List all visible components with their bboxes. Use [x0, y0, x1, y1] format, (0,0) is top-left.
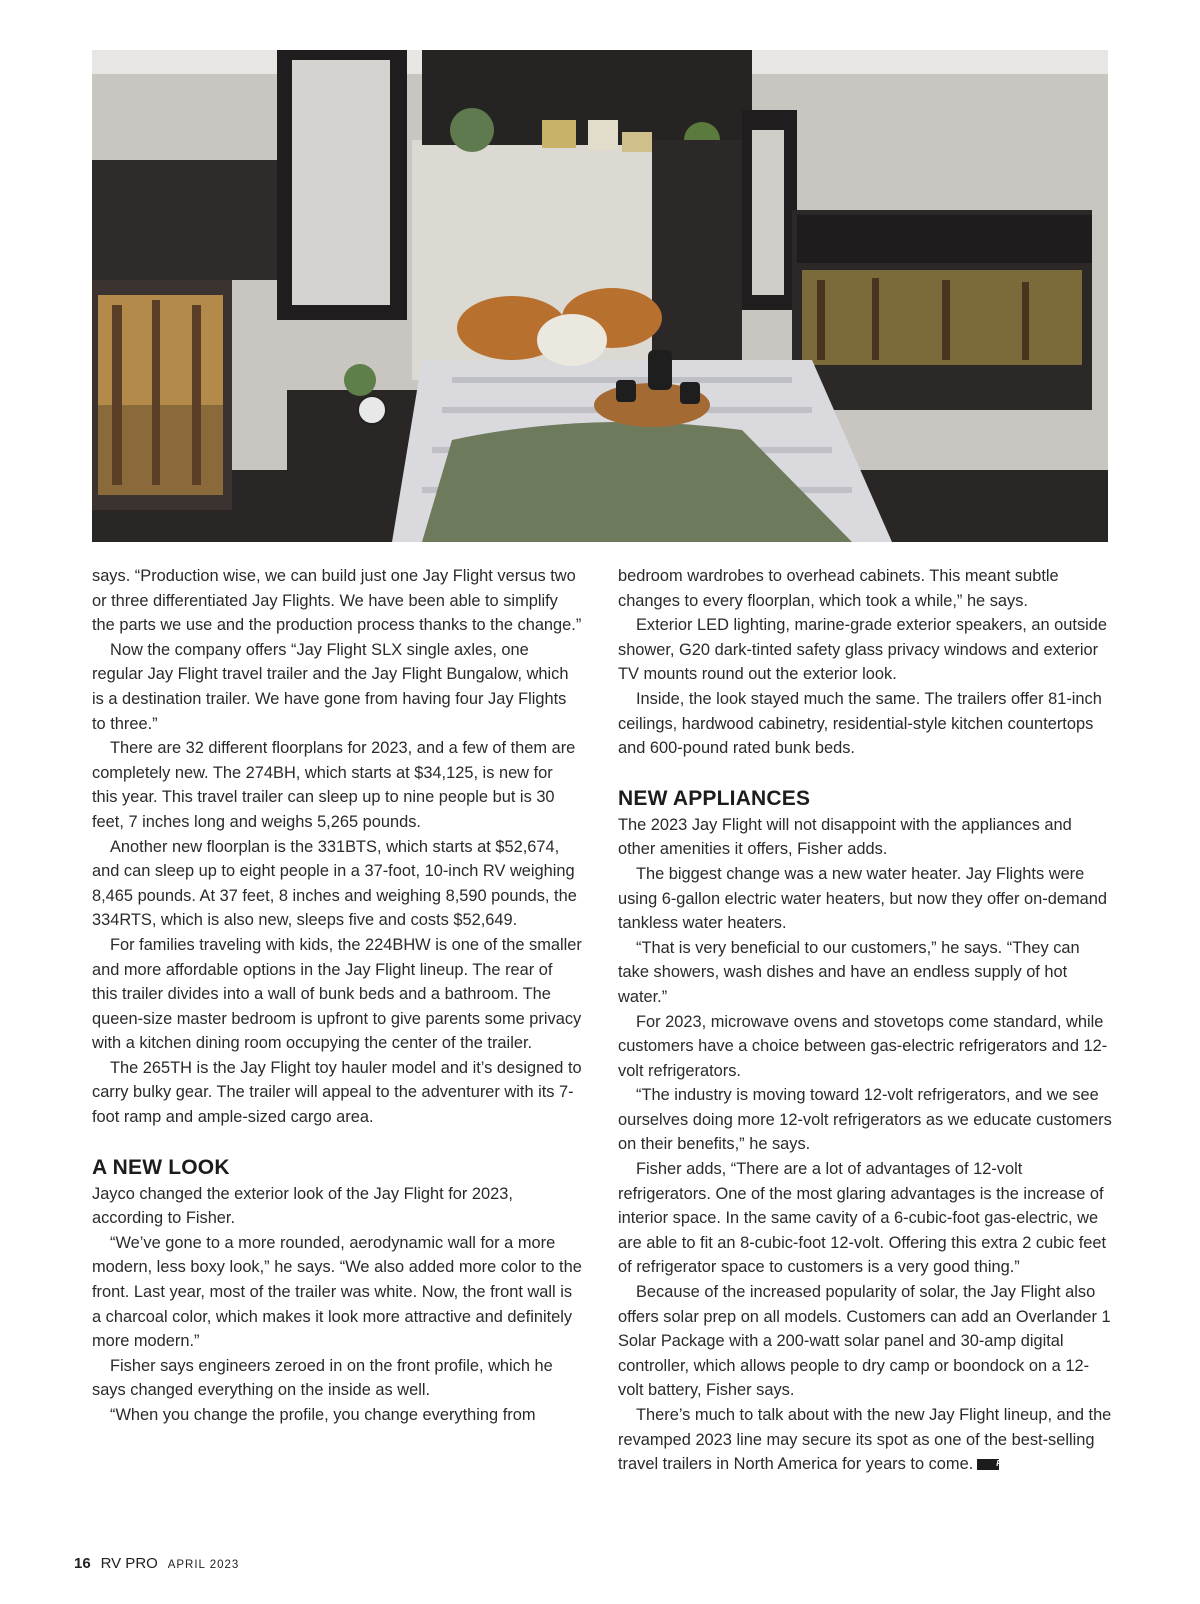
paragraph: The 265TH is the Jay Flight toy hauler model and it’s designed to carry bulky gear. The trailer will appeal to the adventurer with its 7-foot ramp and ample-sized cargo area.	[92, 1058, 582, 1127]
paragraph: The biggest change was a new water heater. Jay Flights were using 6-gallon electric water heaters, but now they offer on-demand tankless water heaters.	[618, 864, 1107, 933]
paragraph: The 2023 Jay Flight will not disappoint with the appliances and other amenities it offers, Fisher adds.	[618, 815, 1072, 859]
left-column	[92, 564, 582, 1428]
final-text: There’s much to talk about with the new Jay Flight lineup, and the revamped 2023 line may secure its spot as one of the best-selling travel trailers in North America for years to come.	[618, 1406, 1112, 1474]
page-footer	[74, 1555, 239, 1572]
paragraph: For 2023, microwave ovens and stovetops come standard, while customers have a choice between gas-electric refrigerators and 12-volt refrigerators.	[618, 1012, 1108, 1080]
paragraph: Now the company offers “Jay Flight SLX single axles, one regular Jay Flight travel trailer and the Jay Flight Bungalow, which is a destination trailer. We have gone from having four Jay Flights to three.”	[92, 640, 569, 733]
paragraph: says. “Production wise, we can build just one Jay Flight versus two or three differentiated Jay Flights. We have been able to simplify the parts we use and the production process thanks to the change.”	[92, 567, 582, 635]
paragraph: “The industry is moving toward 12-volt refrigerators, and we see ourselves doing more 12-volt refrigerators as we educate customers on their benefits,” he says.	[618, 1086, 1112, 1154]
page-number: 16	[74, 1555, 91, 1572]
rv-bedroom-photo	[92, 50, 1108, 542]
issue-date: APRIL 2023	[167, 1559, 240, 1571]
paragraph: For families traveling with kids, the 224BHW is one of the smaller and more affordable options in the Jay Flight lineup. The rear of this trailer divides into a wall of bunk beds and a bathroom. The queen-size master bedroom is upfront to give parents some privacy with a kitchen dining room occupying the center of the trailer.	[92, 935, 582, 1053]
paragraph-final	[618, 1403, 1112, 1477]
paragraph: Because of the increased popularity of solar, the Jay Flight also offers solar prep on all models. Customers can add an Overlander 1 Solar Package with a 200-watt solar panel and 30-amp digital controller, which allows people to dry camp or boondock on a 12-volt battery, Fisher says.	[618, 1283, 1111, 1400]
paragraph: Fisher says engineers zeroed in on the front profile, which he says changed everything on the inside as well.	[92, 1356, 553, 1400]
paragraph: “We’ve gone to a more rounded, aerodynamic wall for a more modern, less boxy look,” he says. “We also added more color to the front. Last year, most of the trailer was white. Now, the front wall is a charcoal color, which makes it look more attractive and definitely more modern.”	[92, 1233, 582, 1351]
paragraph: Another new floorplan is the 331BTS, which starts at $52,674, and can sleep up to eight people in a 37-foot, 10-inch RV weighing 8,465 pounds. At 37 feet, 8 inches and weighing 8,590 pounds, the 334RTS, which is also new, sleeps five and costs $52,649.	[92, 837, 577, 930]
paragraph: “That is very beneficial to our customers,” he says. “They can take showers, wash dishes and have an endless supply of hot water.”	[618, 938, 1080, 1006]
paragraph: Inside, the look stayed much the same. The trailers offer 81-inch ceilings, hardwood cabinetry, residential-style kitchen countertops and 600-pound rated bunk beds.	[618, 689, 1102, 758]
rvp-end-mark-icon	[977, 1459, 999, 1470]
paragraph: Fisher adds, “There are a lot of advantages of 12-volt refrigerators. One of the most glaring advantages is the increase of interior space. In the same cavity of a 6-cubic-foot gas-electric, we are able to fit an 8-cubic-foot 12-volt. Offering this extra 2 cubic feet of refrigerator space to customers is a very good thing.”	[618, 1160, 1107, 1277]
paragraph: bedroom wardrobes to overhead cabinets. This meant subtle changes to every floorplan, which took a while,” he says.	[618, 567, 1059, 610]
paragraph: There are 32 different floorplans for 2023, and a few of them are completely new. The 274BH, which starts at $34,125, is new for this year. This travel trailer can sleep up to nine people but is 30 feet, 7 inches long and weighs 5,265 pounds.	[92, 739, 576, 831]
right-column	[618, 564, 1112, 1477]
section-heading-new-look: A NEW LOOK	[92, 1155, 230, 1179]
paragraph: “When you change the profile, you change everything from	[110, 1406, 536, 1424]
paragraph: Jayco changed the exterior look of the Jay Flight for 2023, according to Fisher.	[92, 1184, 513, 1228]
section-heading-new-appliances: NEW APPLIANCES	[618, 786, 811, 810]
article-photo	[92, 50, 1108, 542]
magazine-name: RV PRO	[100, 1555, 158, 1572]
paragraph: Exterior LED lighting, marine-grade exterior speakers, an outside shower, G20 dark-tinted safety glass privacy windows and exterior TV mounts round out the exterior look.	[618, 616, 1108, 684]
